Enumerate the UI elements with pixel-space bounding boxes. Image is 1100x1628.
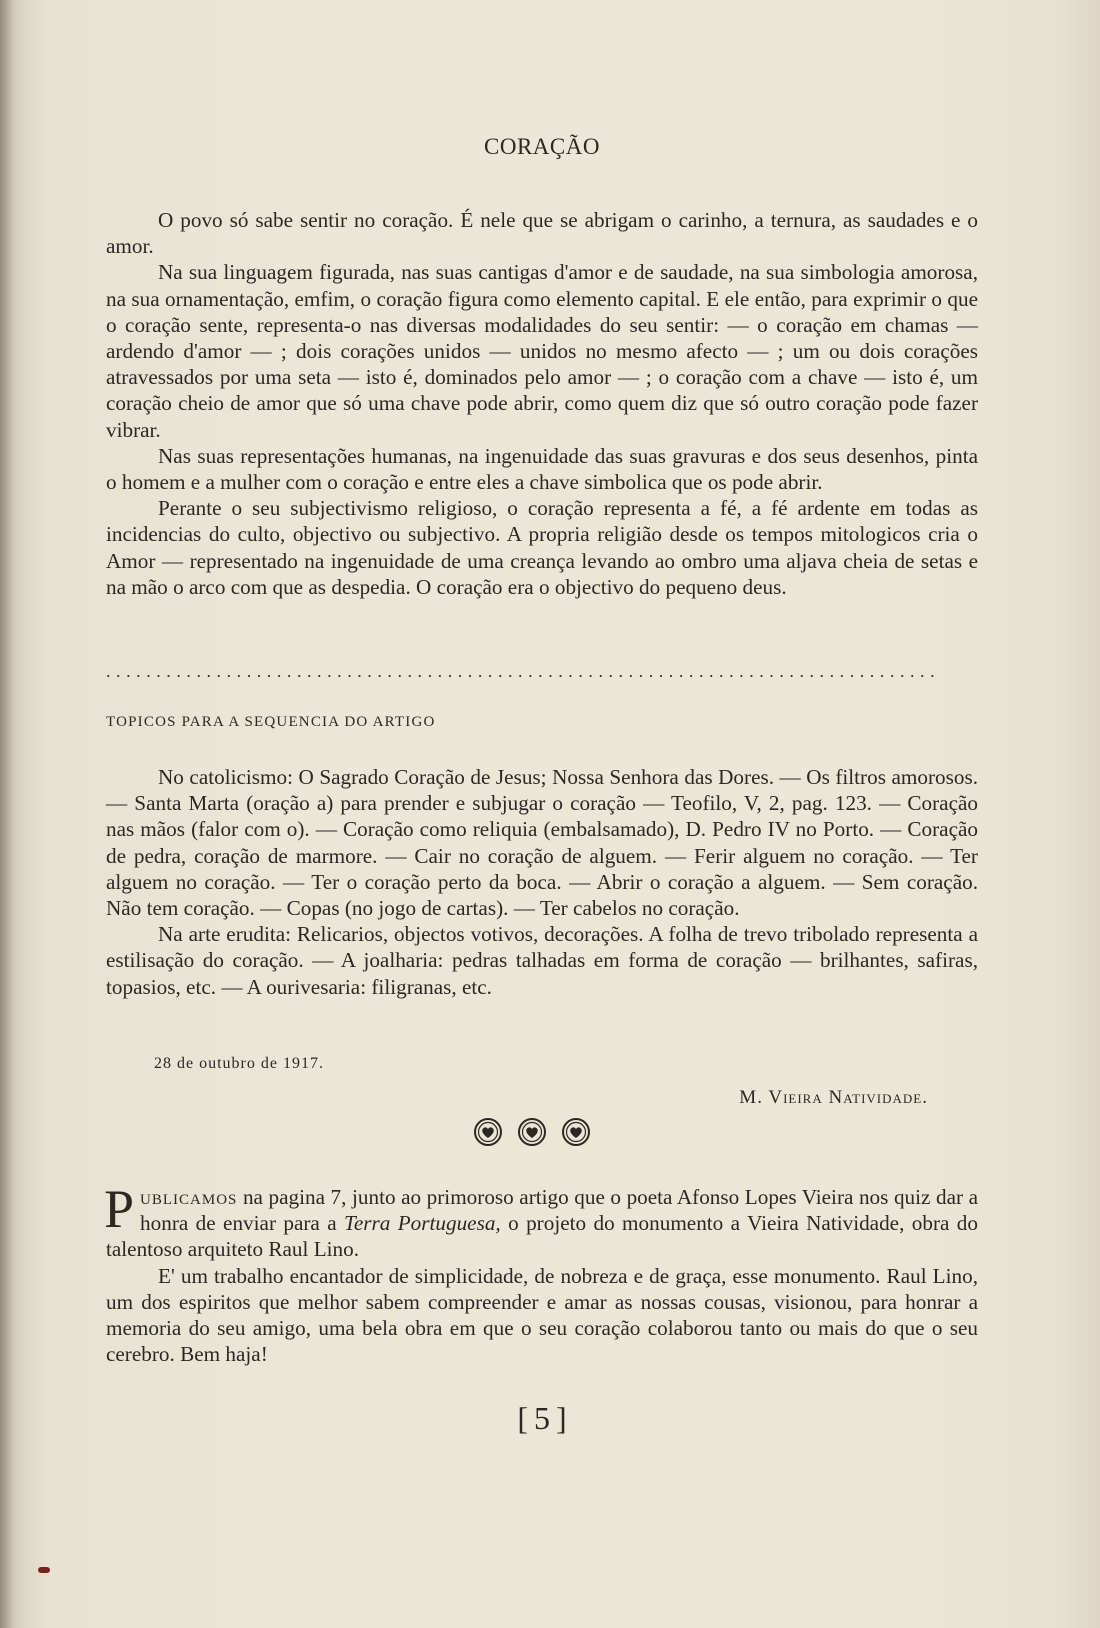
publication-notice [104,1179,978,1367]
heart-medallion-icon [561,1117,591,1147]
intro-paragraph: Nas suas representações humanas, na ingenuidade das suas gravuras e dos seus desenhos, pinta o homem e a mulher com o coração e entre eles a chave simbolica que os pode abrir. [106,443,978,495]
topics-paragraph: No catolicismo: O Sagrado Coração de Jesus; Nossa Senhora das Dores. — Os filtros amorosos. — Santa Marta (oração a) para prender e subjugar o coração — Teofilo, V, 2, pag. 123. — Coração nas mãos (falor com o). — Coração como reliquia (embalsamado), D. Pedro IV no Porto. — Coração de pedra, coração de marmore. — Cair no coração de alguem. — Ferir alguem no coração. — Ter alguem no coração. — Ter o coração perto da boca. — Abrir o coração a alguem. — Sem coração. Não tem coração. — Copas (no jogo de cartas). — Ter cabelos no coração. [106,765,978,921]
notice-text: na pagina 7, junto ao primoroso artigo que o poeta Afonso Lopes Vieira nos quiz dar a honra de enviar para a [140,1185,978,1236]
topics-list [106,764,978,1000]
page-edge-shadow [0,0,14,1628]
heart-medallion-icon [517,1117,547,1147]
notice-text: o projeto do monumento a Vieira Natividade, obra do talentoso arquiteto Raul Lino. [106,1211,978,1262]
drop-cap: P [104,1179,135,1239]
topics-heading: TOPICOS PARA A SEQUENCIA DO ARTIGO [106,714,436,730]
article-title: CORAÇÃO [484,134,600,159]
article-date: 28 de outubro de 1917. [154,1055,324,1072]
ink-mark [38,1567,50,1573]
article-intro [106,207,978,600]
dotted-separator: ................................................................................... [106,664,941,678]
notice-paragraph [104,1179,978,1263]
intro-paragraph: Perante o seu subjectivismo religioso, o coração representa a fé, a fé ardente em todas as incidencias do culto, objectivo ou subjectivo. A propria religião desde os tempos mitologicos cria o Amor — representado na ingenuidade de uma creança levando ao ombro uma aljava cheia de setas e na mão o arco com que as despedia. O coração era o objectivo do pequeno deus. [106,496,978,599]
article-author: M. Vieira Natividade. [739,1087,928,1108]
journal-title: Terra Portuguesa, [344,1211,501,1236]
intro-paragraph: Na sua linguagem figurada, nas suas cantigas d'amor e de saudade, na sua simbologia amorosa, na sua ornamentação, emfim, o coração figura como elemento capital. E ele então, para exprimir o que o coração sente, representa-o nas diversas modalidades do seu sentir: — o coração em chamas — ardendo d'amor — ; dois corações unidos — unidos no mesmo afecto — ; um ou dois corações atravessados por uma seta — isto é, dominados pelo amor — ; o coração com a chave — isto é, um coração cheio de amor que só uma chave pode abrir, como quem diz que só outro coração pode fazer vibrar. [106,260,978,442]
page-number: [5] [517,1400,573,1436]
ornament-row [473,1117,591,1147]
notice-lead: ublicamos [140,1185,238,1209]
topics-paragraph: Na arte erudita: Relicarios, objectos votivos, decorações. A folha de trevo tribolado representa a estilisação do coração. — A joalharia: pedras talhadas em forma de coração — brilhantes, safiras, topasios, etc. — A ourivesaria: filigranas, etc. [106,922,978,999]
heart-medallion-icon [473,1117,503,1147]
notice-paragraph: E' um trabalho encantador de simplicidade, de nobreza e de graça, esse monumento. Raul Lino, um dos espiritos que melhor sabem compreender e amar as nossas cousas, visionou, para honrar a memoria do seu amigo, uma bela obra em que o seu coração colaborou tanto ou mais do que o seu cerebro. Bem haja! [106,1263,978,1367]
intro-paragraph: O povo só sabe sentir no coração. É nele que se abrigam o carinho, a ternura, as saudades e o amor. [106,208,978,259]
